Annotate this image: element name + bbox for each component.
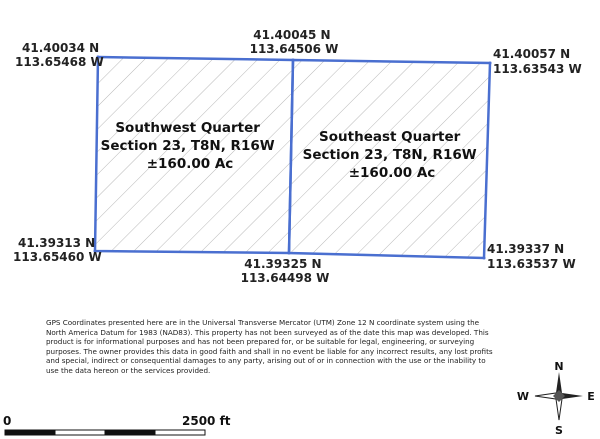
- coord-ne: [493, 47, 582, 76]
- corner-marker-s-mid: [288, 252, 291, 255]
- parcel-se-section: Section 23, T8N, R16W: [302, 147, 477, 163]
- parcel-se-name: Southeast Quarter: [319, 129, 461, 145]
- compass-west-label: W: [516, 390, 530, 403]
- scale-segment-4: [155, 430, 205, 435]
- coord-sw-lat: 41.39313 N: [18, 236, 96, 250]
- scale-end-label: 2500 ft: [182, 414, 231, 428]
- disclaimer-text: GPS Coordinates presented here are in the Universal Transverse Mercator (UTM) Zone 12 N coordinate system using the North America Datum for 1983 (NAD83). This property has not been surveyed as of the date this map was developed. This product is for informational purposes and has not been prepared for, or be suitable for legal, engineering, or surveying purposes. The owner provides this data in good faith and shall in no event be liable for any incorrect results, any lost profits and special, indirect or consequential damages to any party, arising out of or in connection with the use or the inability to use the data hereon or the services provided.: [46, 318, 493, 375]
- compass-east-point: [562, 393, 583, 399]
- compass-rose-icon: [517, 360, 595, 437]
- coord-se-lat: 41.39337 N: [487, 242, 565, 256]
- scale-start-label: 0: [3, 414, 12, 428]
- scale-segment-3: [105, 430, 155, 435]
- coord-s-mid-lat: 41.39325 N: [244, 257, 322, 271]
- scale-bar: [3, 414, 231, 435]
- coord-nw-lat: 41.40034 N: [22, 41, 100, 55]
- coord-se-lon: 113.63537 W: [487, 257, 576, 271]
- parcel-sw-name: Southwest Quarter: [115, 120, 260, 136]
- parcel-southwest-quarter: [95, 57, 293, 253]
- coord-nw: [15, 41, 104, 69]
- scale-segment-1: [5, 430, 55, 435]
- coord-s-mid: [241, 257, 330, 285]
- compass-west-point: [535, 393, 556, 399]
- corner-marker-ne: [489, 62, 492, 65]
- coord-se: [487, 242, 576, 271]
- corner-marker-se: [483, 257, 486, 260]
- coord-n-mid-lon: 113.64506 W: [249, 42, 339, 56]
- compass-north-label: N: [554, 360, 564, 373]
- coord-n-mid: [250, 28, 339, 56]
- coord-sw-lon: 113.65460 W: [13, 250, 102, 264]
- scale-segment-2: [55, 430, 105, 435]
- compass-north-point: [556, 372, 562, 393]
- compass-center: [553, 390, 565, 402]
- parcel-se-area: ±160.00 Ac: [348, 165, 436, 181]
- compass-south-label: S: [555, 424, 563, 437]
- coord-nw-lon: 113.65468 W: [15, 55, 104, 69]
- corner-marker-n-mid: [292, 59, 295, 62]
- parcel-sw-section: Section 23, T8N, R16W: [100, 138, 275, 154]
- coord-ne-lat: 41.40057 N: [493, 47, 571, 61]
- compass-south-point: [556, 399, 562, 420]
- coord-s-mid-lon: 113.64498 W: [240, 271, 330, 285]
- coord-n-mid-lat: 41.40045 N: [253, 28, 331, 42]
- compass-east-label: E: [587, 390, 595, 403]
- coord-sw: [13, 236, 102, 264]
- coord-ne-lon: 113.63543 W: [493, 62, 582, 76]
- parcel-sw-area: ±160.00 Ac: [146, 156, 234, 172]
